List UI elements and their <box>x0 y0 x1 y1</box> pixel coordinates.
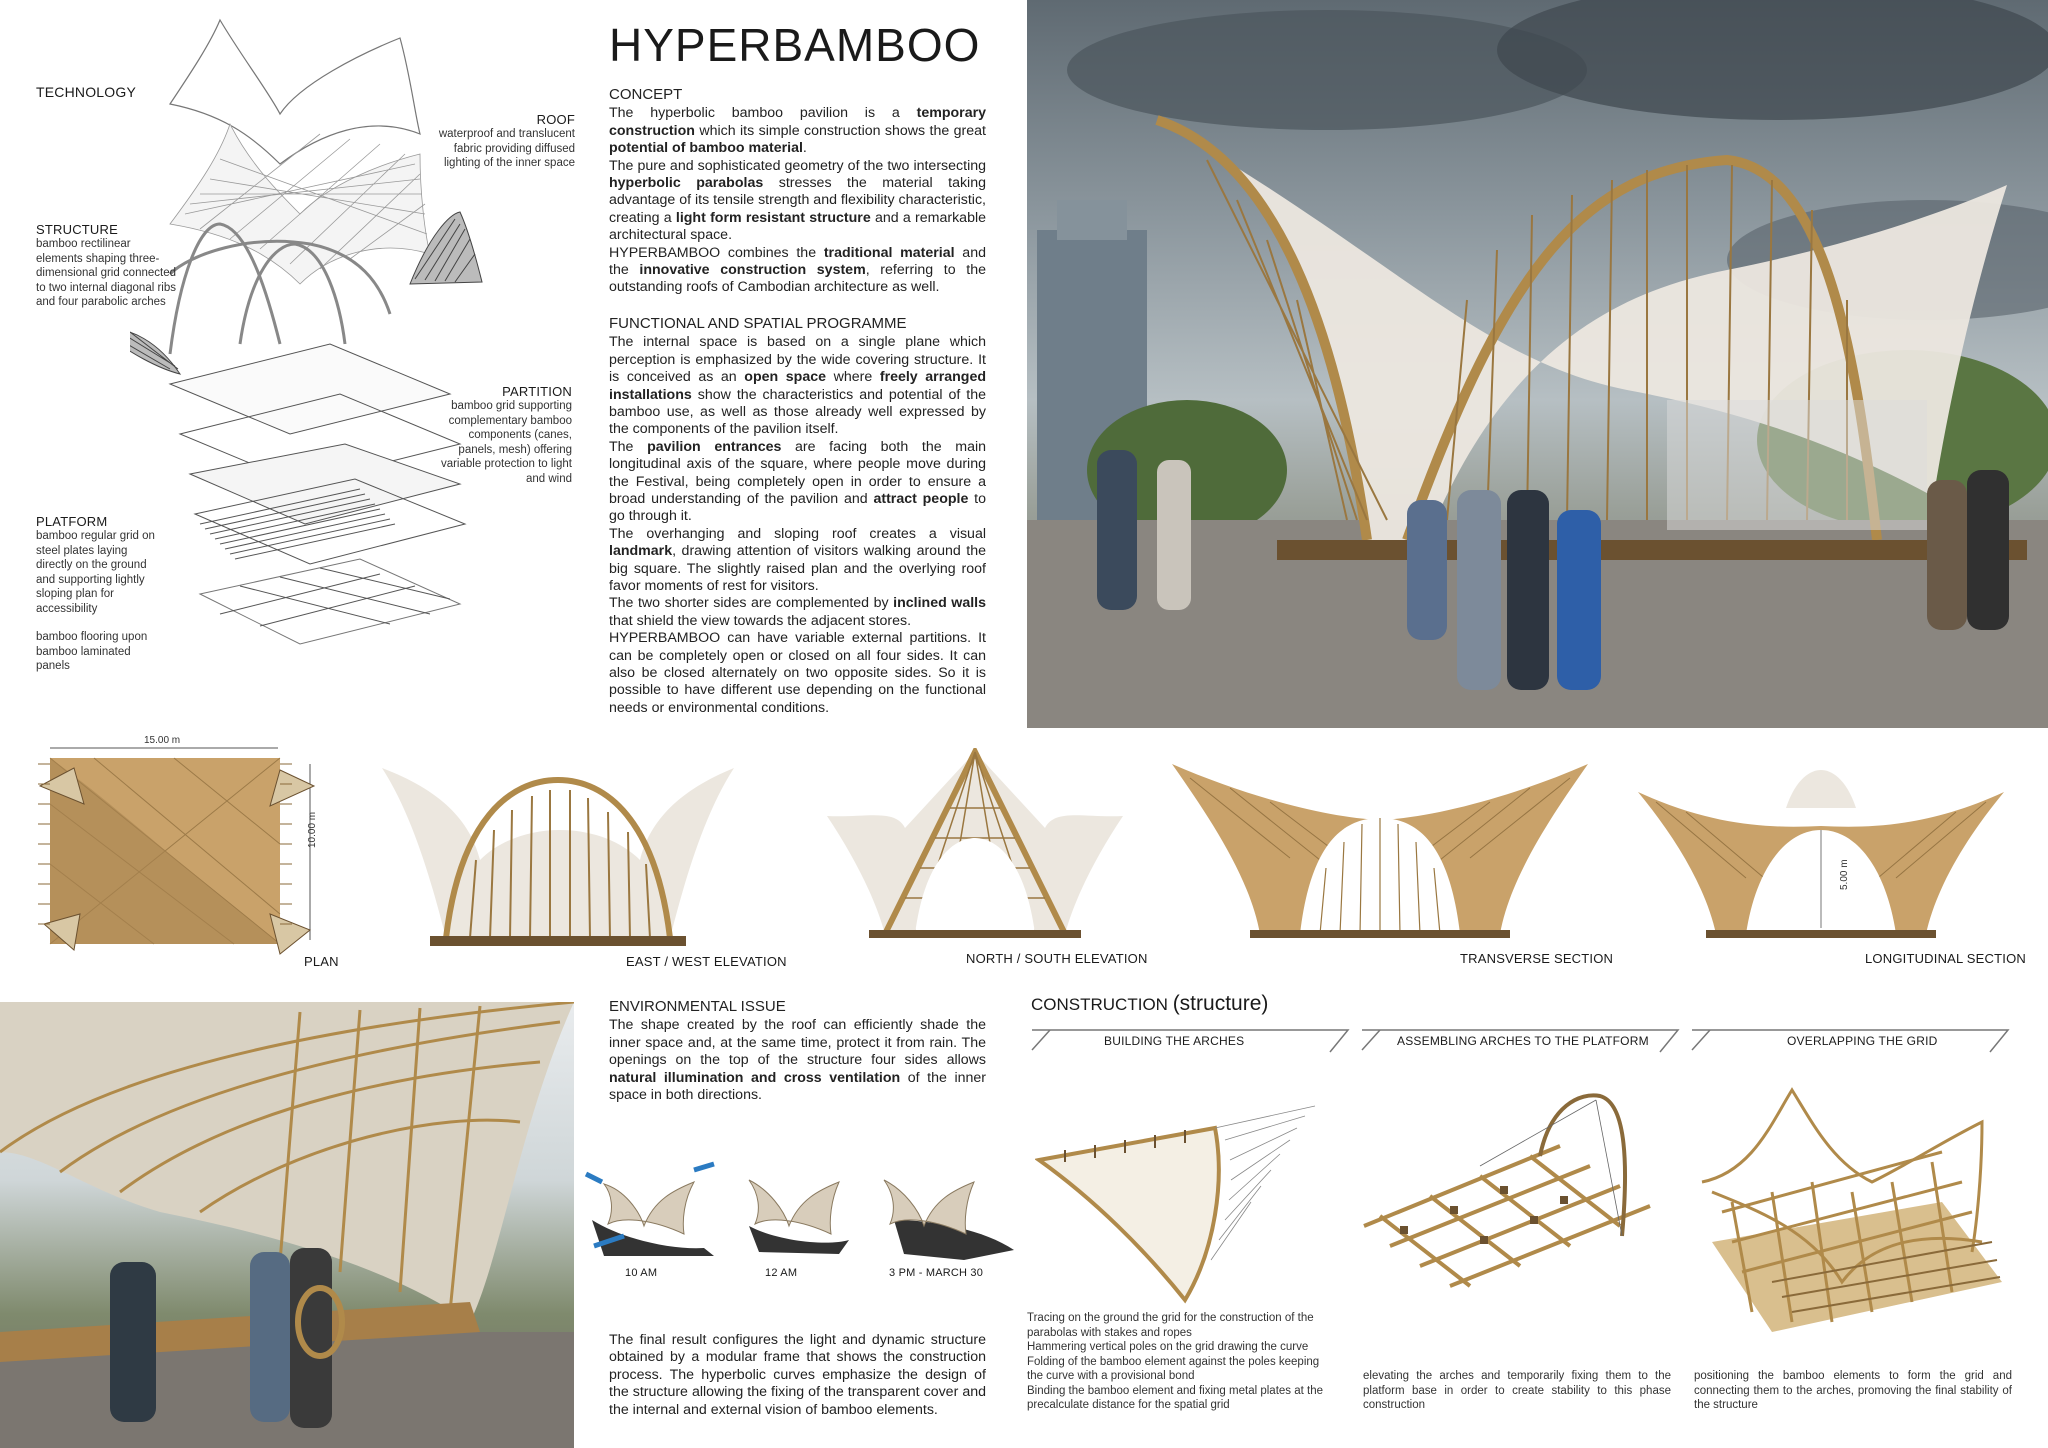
hero-render <box>1027 0 2048 728</box>
environment-block <box>609 998 986 1104</box>
roof-text: waterproof and translucent fabric providing diffused lighting of the inner space <box>438 128 575 169</box>
step3-drawing <box>1692 1082 2012 1352</box>
sun-3pm <box>884 1180 1014 1260</box>
step2-title: ASSEMBLING ARCHES TO THE PLATFORM <box>1397 1034 1649 1048</box>
step2-drawing <box>1360 1086 1660 1296</box>
longitudinal-label: LONGITUDINAL SECTION <box>1865 951 2026 966</box>
programme-p4: The two shorter sides are complemented by inclined walls that shield the view towards the adjacent stores. <box>609 595 986 629</box>
section-dim: 5.00 m <box>1839 859 1850 890</box>
platform-text: bamboo regular grid on steel plates laying directly on the ground and supporting lightly sloping plan for accessibility <box>36 530 155 615</box>
partition-title: PARTITION <box>502 384 572 399</box>
transverse-section <box>1170 758 1590 938</box>
transverse-label: TRANSVERSE SECTION <box>1460 951 1614 966</box>
concept-heading: CONCEPT <box>609 86 683 103</box>
flooring-text: bamboo flooring upon bamboo laminated panels <box>36 631 148 672</box>
interior-render <box>0 1002 574 1448</box>
programme-p5: HYPERBAMBOO can have variable external partitions. It can be completely open or closed on all four sides. It can also be closed alternately on two opposite sides. So it is possible to have different use depending on the functional needs or environmental conditions. <box>609 630 986 716</box>
step3-text: positioning the bamboo elements to form the grid and connecting them to the arches, promoving the final stability of the structure <box>1694 1370 2012 1411</box>
step1-title: BUILDING THE ARCHES <box>1104 1034 1245 1048</box>
ew-label: EAST / WEST ELEVATION <box>626 954 787 969</box>
partition-text: bamboo grid supporting complementary bamboo components (canes, panels, mesh) offering variable protection to light and wind <box>440 400 572 485</box>
environment-heading: ENVIRONMENTAL ISSUE <box>609 998 786 1015</box>
final-text: The final result configures the light and dynamic structure obtained by a modular frame that shows the construction process. The hyperbolic curves emphasize the design of the structure allowing the fixing of the transparent cover and the internal and external vision of bamboo elements. <box>609 1332 986 1418</box>
technology-heading: TECHNOLOGY <box>36 84 137 100</box>
roof-title: ROOF <box>536 112 575 127</box>
concept-p1: The hyperbolic bamboo pavilion is a temporary construction which its simple construction shows the great potential of bamboo material. <box>609 105 986 157</box>
programme-p3: The overhanging and sloping roof creates a visual landmark, drawing attention of visitors walking around the big square. The slightly raised plan and the overlying roof favor moments of rest for visitors. <box>609 525 986 594</box>
programme-heading: FUNCTIONAL AND SPATIAL PROGRAMME <box>609 314 907 332</box>
east-west-elevation <box>380 760 736 950</box>
north-south-elevation <box>825 748 1125 938</box>
time-12am: 12 AM <box>765 1267 798 1279</box>
structure-text: bamboo rectilinear elements shaping three-dimensional grid connected to two internal diagonal ribs and four parabolic arches <box>36 238 177 308</box>
time-10am: 10 AM <box>625 1267 658 1279</box>
sun-study <box>584 1160 1024 1270</box>
step1-text: Tracing on the ground the grid for the construction of the parabolas with stakes and ropes Hammering vertical poles on the grid drawing the curve Folding of the bamboo element against the poles keeping the curve with a provisional bond Binding the bamboo element and fixing metal plates at the precalculate distance for the spatial grid <box>1027 1312 1323 1411</box>
concept-block <box>609 86 986 717</box>
step3-title: OVERLAPPING THE GRID <box>1787 1034 1938 1048</box>
sun-10am <box>586 1164 714 1256</box>
plan-label: PLAN <box>304 954 339 969</box>
concept-p2: The pure and sophisticated geometry of the two intersecting hyperbolic parabolas stresses the material taking advantage of its tensile strength and flexibility characteristic, creating a light form resistant structure and a remarkable architectural space. <box>609 157 987 244</box>
structure-layer <box>170 124 430 284</box>
platform-layers <box>170 344 465 644</box>
concept-p3: HYPERBAMBOO combines the traditional material and the innovative construction system, referring to the outstanding roofs of Cambodian architecture as well. <box>609 244 987 296</box>
ns-label: NORTH / SOUTH ELEVATION <box>966 951 1148 966</box>
programme-p1: The internal space is based on a single plane which perception is emphasized by the wide covering structure. It is conceived as an open space where freely arranged installations show the characteristics and potential of the bamboo use, as well as those already well expressed by the components of the pavilion itself. <box>609 334 987 438</box>
time-3pm: 3 PM - MARCH 30 <box>889 1267 984 1279</box>
step1-drawing <box>1035 1100 1325 1310</box>
platform-title: PLATFORM <box>36 514 108 529</box>
page-title: HYPERBAMBOO <box>609 19 981 71</box>
plan-dim-height: 10.00 m <box>307 811 318 848</box>
plan-dim-width: 15.00 m <box>144 735 181 746</box>
construction-heading: CONSTRUCTION (structure) <box>1031 992 1269 1015</box>
environment-p1: The shape created by the roof can efficiently shade the inner space and, at the same time, protect it from rain. The openings on the top of the structure four sides allows natural illumination and cross ventilation of the inner space in both directions. <box>609 1017 986 1104</box>
sun-12am <box>749 1180 849 1254</box>
step2-text: elevating the arches and temporarily fixing them to the platform base in order to create stability to this phase construction <box>1363 1370 1671 1411</box>
roof-layer <box>170 20 420 164</box>
longitudinal-section <box>1636 768 2006 938</box>
programme-p2: The pavilion entrances are facing both the main longitudinal axis of the square, where people move during the Festival, being completely open in order to ensure a broad understanding of the pavilion and attract people to go through it. <box>609 438 987 525</box>
plan-drawing <box>34 744 324 964</box>
structure-title: STRUCTURE <box>36 222 118 237</box>
